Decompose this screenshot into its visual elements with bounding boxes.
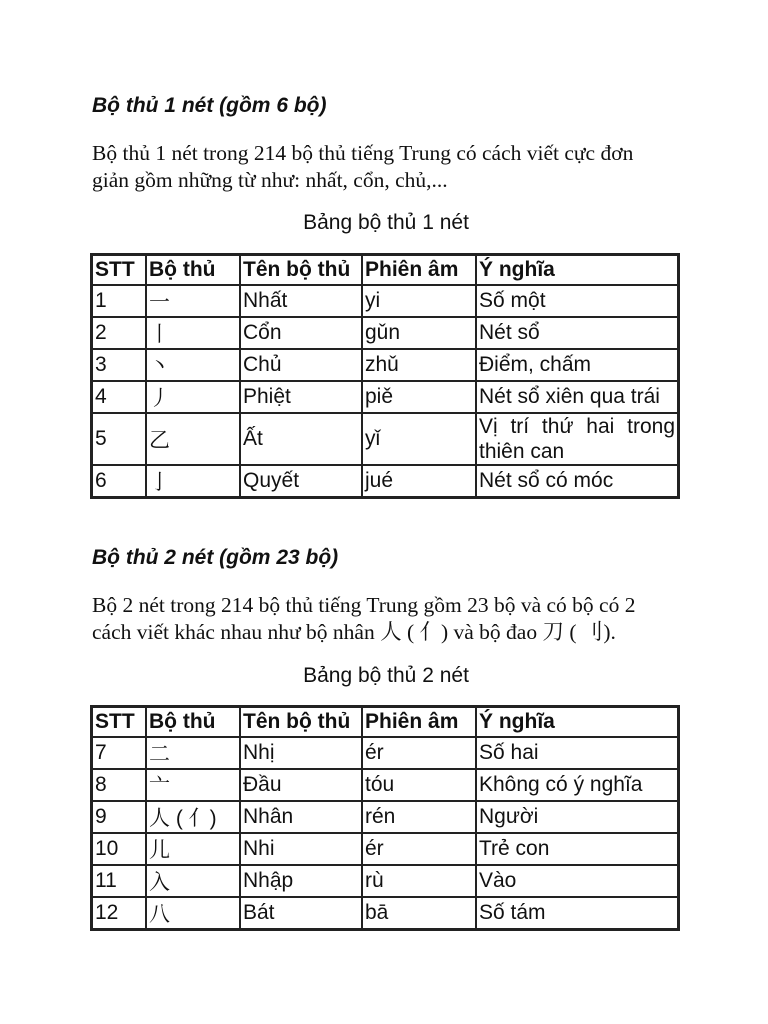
section-2-paragraph: [92, 592, 692, 646]
cell-pinyin: yǐ: [362, 413, 476, 465]
cell-pinyin: zhǔ: [362, 349, 476, 381]
cell-name: Nhi: [240, 833, 362, 865]
header-stt: STT: [92, 255, 146, 285]
cell-stt: 1: [92, 285, 146, 317]
cell-radical: 二: [146, 737, 240, 769]
section-1-heading: Bộ thủ 1 nét (gồm 6 bộ): [92, 94, 327, 117]
cell-meaning: Số hai: [476, 737, 678, 769]
cell-radical: 儿: [146, 833, 240, 865]
cell-stt: 3: [92, 349, 146, 381]
cell-meaning: Vị trí thứ hai trong thiên can: [476, 413, 678, 465]
cell-stt: 9: [92, 801, 146, 833]
cell-name: Quyết: [240, 465, 362, 497]
cell-pinyin: yi: [362, 285, 476, 317]
cell-pinyin: tóu: [362, 769, 476, 801]
cell-stt: 5: [92, 413, 146, 465]
cell-name: Cổn: [240, 317, 362, 349]
cell-radical: 八: [146, 897, 240, 929]
cell-stt: 4: [92, 381, 146, 413]
cell-meaning: Không có ý nghĩa: [476, 769, 678, 801]
cell-stt: 2: [92, 317, 146, 349]
header-meaning: Ý nghĩa: [476, 255, 678, 285]
header-radical: Bộ thủ: [146, 255, 240, 285]
cell-pinyin: piě: [362, 381, 476, 413]
paragraph-line: Bộ thủ 1 nét trong 214 bộ thủ tiếng Trung có cách viết cực đơn: [92, 141, 634, 165]
cell-meaning: Số một: [476, 285, 678, 317]
cell-meaning: Vào: [476, 865, 678, 897]
cell-meaning: Người: [476, 801, 678, 833]
cell-meaning: Nét sổ có móc: [476, 465, 678, 497]
cell-radical: 丿: [146, 381, 240, 413]
cell-name: Đầu: [240, 769, 362, 801]
paragraph-line: giản gồm những từ như: nhất, cổn, chủ,...: [92, 168, 448, 192]
cell-pinyin: ér: [362, 737, 476, 769]
cell-meaning: Nét sổ: [476, 317, 678, 349]
header-pinyin: Phiên âm: [362, 707, 476, 737]
cell-meaning: Số tám: [476, 897, 678, 929]
cell-radical: 一: [146, 285, 240, 317]
section-1-paragraph: [92, 140, 692, 194]
table-header-row: [92, 255, 678, 285]
table-row: [92, 465, 678, 497]
table-row: [92, 833, 678, 865]
table-row: [92, 801, 678, 833]
cell-radical: 亅: [146, 465, 240, 497]
cell-radical: 乙: [146, 413, 240, 465]
cell-pinyin: rù: [362, 865, 476, 897]
cell-radical: 人 ( 亻): [146, 801, 240, 833]
table-row: [92, 349, 678, 381]
cell-meaning: Trẻ con: [476, 833, 678, 865]
radicals-table-2: [90, 705, 680, 931]
cell-name: Nhị: [240, 737, 362, 769]
table-row: [92, 413, 678, 465]
table-row: [92, 737, 678, 769]
table-1-caption: Bảng bộ thủ 1 nét: [303, 211, 469, 234]
table-2-caption: Bảng bộ thủ 2 nét: [303, 664, 469, 687]
cell-name: Bát: [240, 897, 362, 929]
cell-stt: 8: [92, 769, 146, 801]
cell-radical: 亠: [146, 769, 240, 801]
cell-pinyin: rén: [362, 801, 476, 833]
cell-name: Nhập: [240, 865, 362, 897]
cell-name: Nhân: [240, 801, 362, 833]
paragraph-line: Bộ 2 nét trong 214 bộ thủ tiếng Trung gồm 23 bộ và có bộ có 2: [92, 593, 636, 617]
cell-meaning: Điểm, chấm: [476, 349, 678, 381]
table-row: [92, 285, 678, 317]
table-row: [92, 381, 678, 413]
cell-stt: 10: [92, 833, 146, 865]
cell-radical: 丶: [146, 349, 240, 381]
cell-pinyin: ér: [362, 833, 476, 865]
cell-stt: 11: [92, 865, 146, 897]
cell-radical: 丨: [146, 317, 240, 349]
radicals-table-1: [90, 253, 680, 499]
cell-name: Nhất: [240, 285, 362, 317]
header-radical: Bộ thủ: [146, 707, 240, 737]
cell-meaning: Nét sổ xiên qua trái: [476, 381, 678, 413]
header-stt: STT: [92, 707, 146, 737]
cell-name: Ất: [240, 413, 362, 465]
header-pinyin: Phiên âm: [362, 255, 476, 285]
table-row: [92, 769, 678, 801]
section-2-heading: Bộ thủ 2 nét (gồm 23 bộ): [92, 546, 339, 569]
cell-name: Chủ: [240, 349, 362, 381]
cell-stt: 12: [92, 897, 146, 929]
table-row: [92, 865, 678, 897]
cell-stt: 7: [92, 737, 146, 769]
cell-radical: 入: [146, 865, 240, 897]
cell-pinyin: bā: [362, 897, 476, 929]
header-name: Tên bộ thủ: [240, 255, 362, 285]
cell-stt: 6: [92, 465, 146, 497]
header-name: Tên bộ thủ: [240, 707, 362, 737]
header-meaning: Ý nghĩa: [476, 707, 678, 737]
cell-pinyin: jué: [362, 465, 476, 497]
table-header-row: [92, 707, 678, 737]
cell-name: Phiệt: [240, 381, 362, 413]
table-row: [92, 897, 678, 929]
cell-pinyin: gǔn: [362, 317, 476, 349]
paragraph-line: cách viết khác nhau như bộ nhân 人 ( 亻) và bộ đao 刀 ( 刂).: [92, 620, 616, 644]
table-row: [92, 317, 678, 349]
